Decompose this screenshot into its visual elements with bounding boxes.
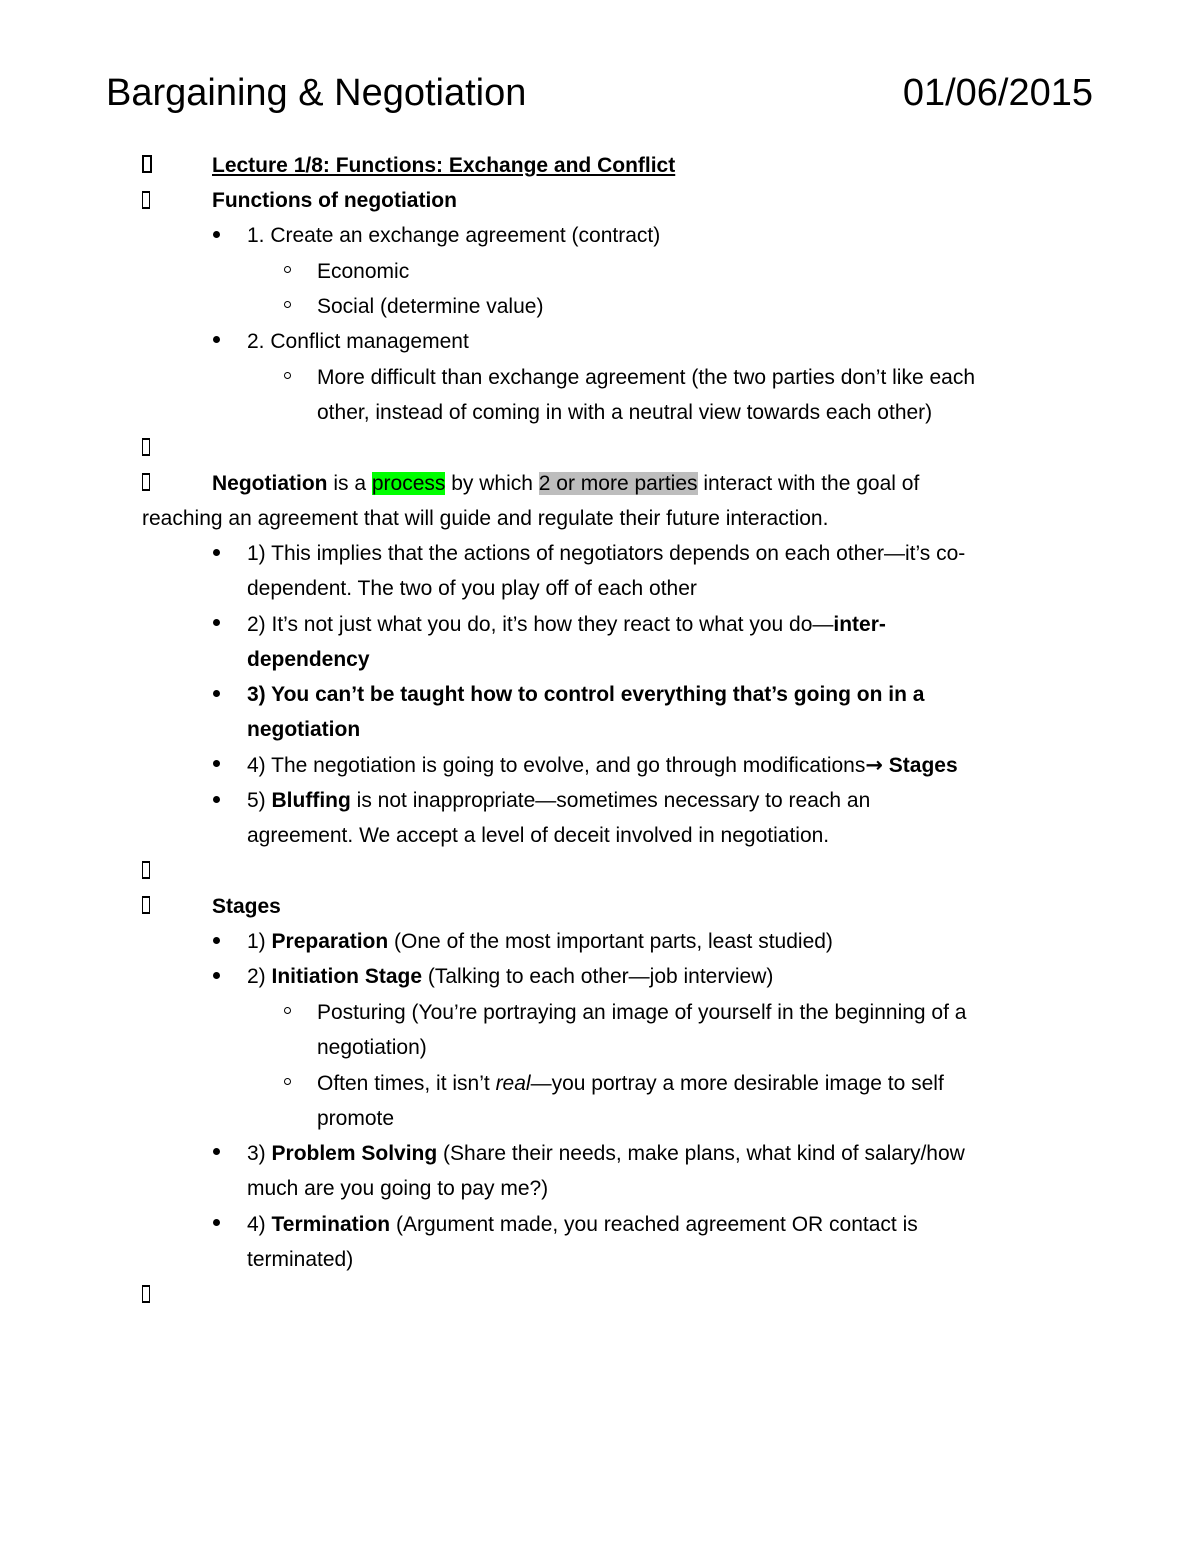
bullet-icon [213, 336, 220, 343]
bullet-icon [213, 231, 220, 238]
list-item-continued: much are you going to pay me?) [247, 1177, 549, 1200]
bullet-icon [213, 690, 220, 697]
list-item-continued: promote [317, 1107, 395, 1130]
stages-heading: Stages [212, 895, 281, 918]
definition-paragraph-continued: reaching an agreement that will guide and regulate their future interaction. [142, 507, 829, 530]
list-item-continued: other, instead of coming in with a neutral view towards each other) [317, 401, 933, 424]
list-item-continued: negotiation) [317, 1036, 427, 1059]
list-item: Social (determine value) [317, 295, 544, 318]
bullet-icon [213, 619, 220, 626]
circle-bullet-icon [284, 266, 291, 273]
circle-bullet-icon [284, 301, 291, 308]
list-item: 2) It’s not just what you do, it’s how they react to what you do—inter- [247, 613, 886, 636]
list-item-continued: negotiation [247, 718, 361, 741]
circle-bullet-icon [284, 1007, 291, 1014]
list-item-continued: dependency [247, 648, 370, 671]
bullet-icon [213, 796, 220, 803]
list-item: 1. Create an exchange agreement (contract) [247, 224, 661, 247]
functions-heading: Functions of negotiation [212, 189, 457, 212]
circle-bullet-icon [284, 1078, 291, 1085]
checkbox-icon[interactable] [142, 473, 150, 491]
list-item-continued: terminated) [247, 1248, 354, 1271]
checkbox-icon[interactable] [142, 861, 150, 879]
list-item: More difficult than exchange agreement (the two parties don’t like each [317, 366, 975, 389]
circle-bullet-icon [284, 372, 291, 379]
list-item: Posturing (You’re portraying an image of yourself in the beginning of a [317, 1001, 967, 1024]
highlight-parties: 2 or more parties [538, 472, 698, 495]
definition-paragraph: Negotiation is a process by which 2 or more parties interact with the goal of [212, 472, 920, 495]
list-item: 5) Bluffing is not inappropriate—sometimes necessary to reach an [247, 789, 871, 812]
bullet-icon [213, 1219, 220, 1226]
list-item: 4) The negotiation is going to evolve, and go through modifications→ Stages [247, 753, 958, 777]
bullet-icon [213, 937, 220, 944]
list-item: Often times, it isn’t real—you portray a more desirable image to self [317, 1072, 944, 1095]
list-item: 2. Conflict management [247, 330, 469, 353]
list-item: 3) Problem Solving (Share their needs, make plans, what kind of salary/how [247, 1142, 965, 1165]
list-item: 4) Termination (Argument made, you reached agreement OR contact is [247, 1213, 918, 1236]
checkbox-icon[interactable] [142, 896, 150, 914]
checkbox-icon[interactable] [142, 155, 152, 173]
list-item: 2) Initiation Stage (Talking to each other—job interview) [247, 965, 774, 988]
list-item: Economic [317, 260, 410, 283]
bullet-icon [213, 760, 220, 767]
list-item: 3) You can’t be taught how to control everything that’s going on in a [247, 683, 925, 706]
bullet-icon [213, 1148, 220, 1155]
checkbox-icon[interactable] [142, 438, 150, 456]
lecture-heading: Lecture 1/8: Functions: Exchange and Conflict [212, 154, 676, 177]
checkbox-icon[interactable] [142, 191, 150, 209]
list-item-continued: agreement. We accept a level of deceit involved in negotiation. [247, 824, 830, 847]
list-item: 1) This implies that the actions of negotiators depends on each other—it’s co- [247, 542, 966, 565]
bullet-icon [213, 549, 220, 556]
highlight-process: process [371, 472, 446, 495]
list-item-continued: dependent. The two of you play off of each other [247, 577, 697, 600]
document-date: 01/06/2015 [902, 72, 1093, 114]
checkbox-icon[interactable] [142, 1285, 150, 1303]
list-item: 1) Preparation (One of the most important parts, least studied) [247, 930, 833, 953]
document-title: Bargaining & Negotiation [106, 72, 527, 114]
bullet-icon [213, 972, 220, 979]
arrow-right-icon: → [865, 753, 883, 777]
